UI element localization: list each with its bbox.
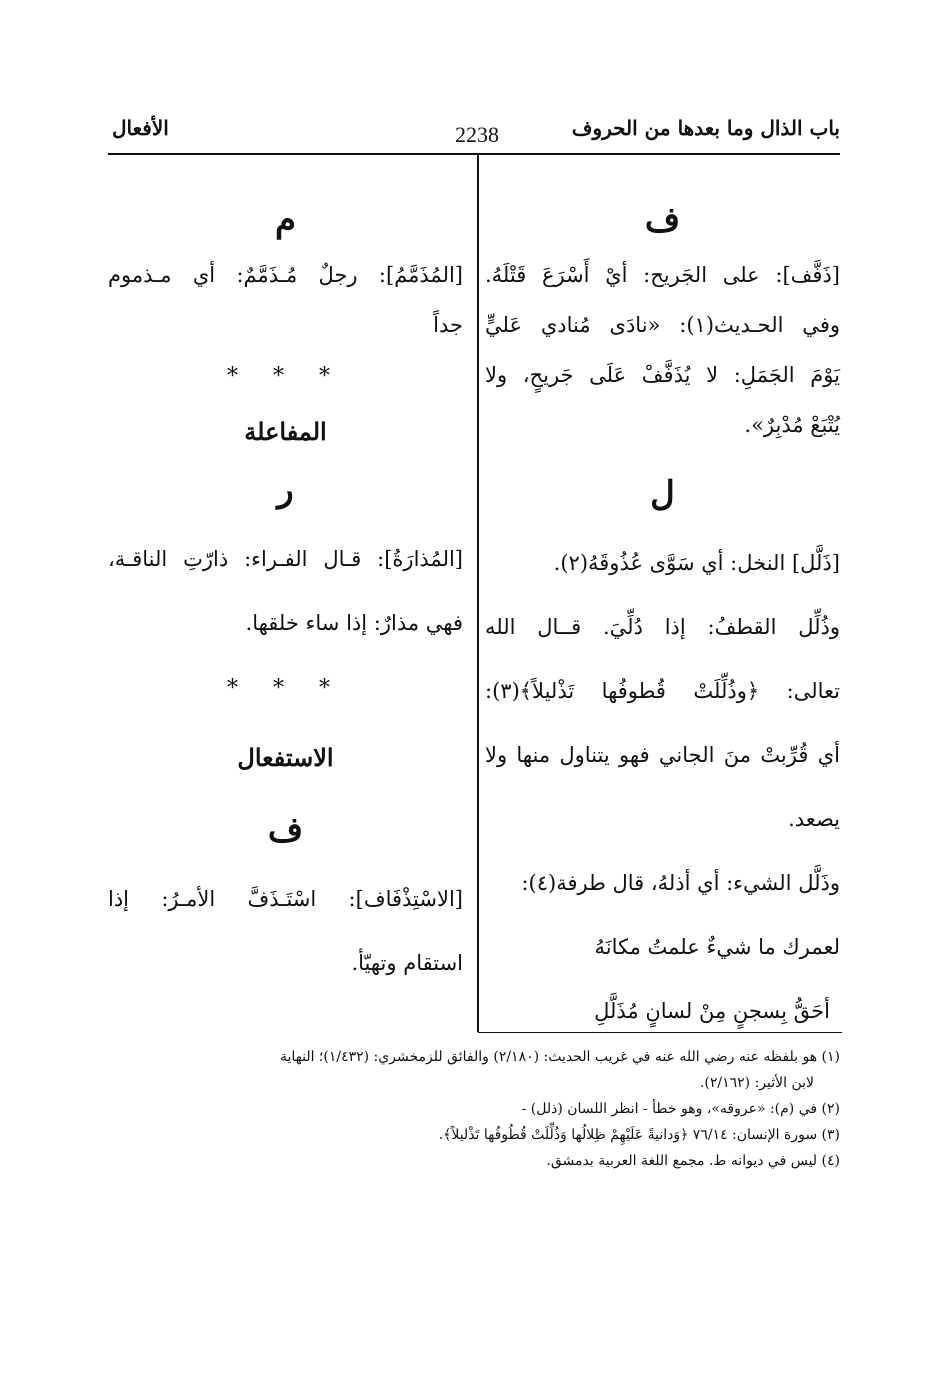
page-number: 2238	[455, 122, 499, 147]
verse-line: لعمرك ما شيءٌ علمتُ مكانَهُ	[594, 935, 840, 959]
entry-dhullil-line: وذُلِّل القطفُ: إذا دُلِّيَ. قــال الله	[485, 615, 840, 639]
entry-dhullil-line: يصعد.	[788, 807, 840, 831]
letter-heading-lam: ل	[650, 474, 675, 514]
section-separator: * * *	[227, 676, 344, 701]
entry-dhallal-shay-line: وذَلَّل الشيء: أي أذلهُ، قال طرفة(٤):	[521, 871, 840, 895]
section-title-istifaal: الاستفعال	[237, 743, 334, 772]
entry-dhaffaf-line: يُتْبَعْ مُدْبِرٌ».	[744, 413, 840, 437]
entry-mudhammam-line: [المُذَمَّمُ]: رجلٌ مُـذَمَّمٌ: أي مـذموم	[108, 263, 463, 287]
letter-heading-fa: ف	[267, 810, 304, 850]
section-title-mufaala: المفاعلة	[244, 417, 327, 446]
footnote-1: (١) هو بلفظه عنه رضي الله عنه في غريب الحديث: (٢/١٨٠) والفائق للزمخشري: (١/٤٣٢)؛ النهاية	[279, 1049, 840, 1065]
running-head-chapter: باب الذال وما بعدها من الحروف	[571, 116, 840, 140]
footnote-2: (٢) في (م): «عروقه»، وهو خطأ - انظر اللسان (ذلل) -	[521, 1101, 840, 1117]
footnote-4: (٤) ليس في ديوانه ط. مجمع اللغة العربية بدمشق.	[546, 1153, 840, 1169]
entry-dhaffaf-line: يَوْمَ الجَمَلِ: لا يُذَفَّفْ عَلَى جَريحٍ، ولا	[485, 363, 840, 387]
entry-mudhammam-line: جداً	[433, 313, 463, 337]
entry-istidhfaf-line: استقام وتهيّأ.	[351, 951, 463, 975]
letter-heading-fa: ف	[644, 200, 681, 240]
footnote-1-continuation: لابن الأثير: (٢/١٦٢).	[699, 1075, 814, 1091]
entry-istidhfaf-line: [الاسْتِذْفَاف]: اسْتَـذَفَّ الأمـرُ: إذا	[108, 887, 463, 911]
letter-heading-ra: ر	[277, 470, 294, 510]
verse-line: أحَقُّ بِسجنٍ مِنْ لسانٍ مُذَلَّلِ	[594, 999, 830, 1023]
entry-dhaffaf-line: [ذَفَّف]: على الجَريح: أيْ أَسْرَعَ قَتْلَهُ.	[485, 263, 840, 287]
column-divider	[477, 155, 479, 1032]
entry-dhullil-line: أي قُرِّبتْ منَ الجاني فهو يتناول منها ولا	[485, 743, 840, 767]
entry-dhaffaf-line: وفي الحـديث(١): «نادَى مُنادي عَليٍّ	[485, 313, 840, 337]
entry-mudhara-line: [المُذارَةُ]: قـال الفـراء: ذارّتِ الناقـة،	[108, 547, 463, 571]
letter-heading-mim: م	[274, 200, 297, 240]
running-head-section: الأفعال	[112, 116, 169, 140]
entry-dhullil-line: تعالى: ﴿وذُلِّلَتْ قُطوفُها تَذْليلاً﴾(٣):	[485, 679, 840, 703]
footnote-3: (٣) سورة الإنسان: ٧٦/١٤ ﴿وَدانيةً عَلَيْهِمْ ظِلالُها وَذُلِّلَتْ قُطُوفُها تَذْليلاً﴾.	[438, 1127, 840, 1143]
entry-dhallal-line: [ذَلَّل] النخل: أي سَوَّى عُذُوقَهُ(٢).	[553, 551, 840, 575]
footnotes	[108, 1044, 840, 1174]
footnote-rule	[478, 1032, 842, 1033]
header-rule	[108, 153, 840, 155]
section-separator: * * *	[227, 364, 344, 389]
left-column	[108, 190, 463, 988]
entry-mudhara-line: فهي مذارٌ: إذا ساء خلقها.	[245, 611, 463, 635]
right-column	[485, 190, 840, 1036]
